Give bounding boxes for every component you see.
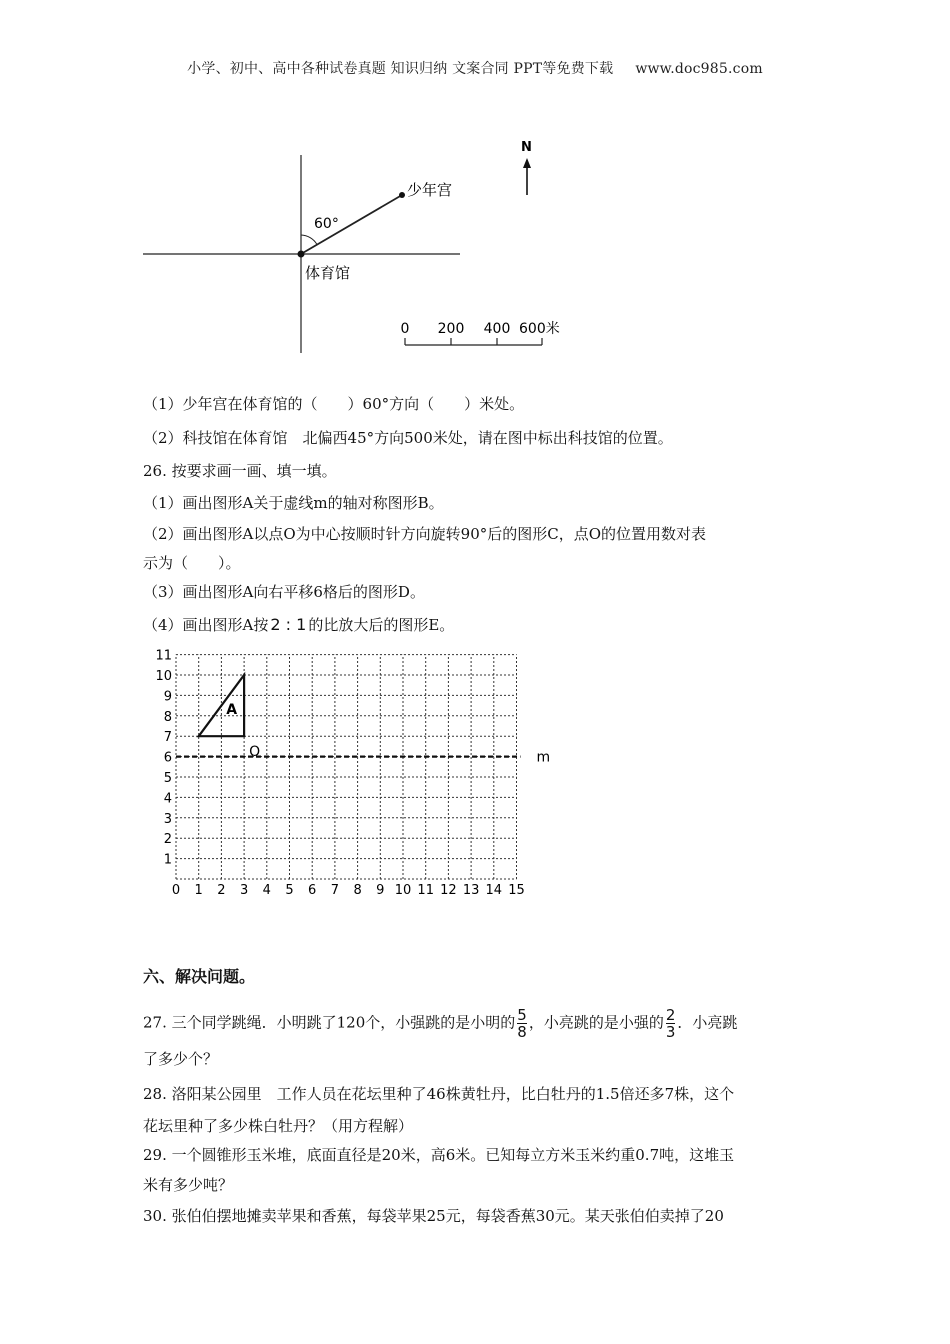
q26-part4	[143, 615, 454, 635]
q26-part4-post: 的比放大后的图形E。	[308, 616, 455, 634]
coordinate-grid	[0, 640, 950, 930]
q26-title: 26. 按要求画一画、填一填。	[143, 462, 337, 480]
x-axis-label: 11	[417, 883, 434, 898]
y-axis-label: 9	[163, 689, 172, 705]
y-axis-label: 8	[163, 709, 172, 725]
direction-map	[0, 0, 950, 380]
q27-line2: 了多少个？	[143, 1050, 219, 1068]
q28-line1: 28. 洛阳某公园里 工作人员在花坛里种了46株黄牡丹，比白牡丹的1.5倍还多7株，这个	[143, 1085, 735, 1103]
header-text: 小学、初中、高中各种试卷真题 知识归纳 文案合同 PPT等免费下载	[187, 61, 614, 77]
q29-line1: 29. 一个圆锥形玉米堆，底面直径是20米，高6米。已知每立方米玉米约重0.7吨，这堆玉	[143, 1146, 735, 1164]
q25-part1: （1）少年宫在体育馆的（ ）60°方向（ ）米处。	[143, 395, 525, 413]
north-arrow-icon	[523, 158, 531, 168]
x-axis-label: 9	[376, 883, 385, 898]
y-axis-label: 3	[163, 811, 172, 827]
q27-mid: ，小亮跳的是小强的	[528, 1013, 664, 1032]
x-axis-label: 7	[330, 883, 340, 898]
y-axis-label: 10	[155, 669, 172, 684]
angle-label: 60°	[314, 216, 339, 232]
q26-part4-pre: （4）画出图形A按	[143, 616, 269, 634]
x-axis-label: 5	[285, 883, 294, 898]
x-axis-label: 8	[353, 883, 362, 898]
scale-label-200: 200	[437, 321, 465, 337]
x-axis-label: 4	[262, 883, 271, 898]
x-axis-label: 2	[217, 883, 226, 898]
q26-part2-line1: （2）画出图形A以点O为中心按顺时针方向旋转90°后的图形C，点O的位置用数对表	[143, 525, 707, 543]
q27-pre: 27. 三个同学跳绳．小明跳了120个，小强跳的是小明的	[143, 1013, 516, 1032]
x-axis-label: 1	[194, 883, 203, 898]
q27-fraction-2-3	[666, 1008, 676, 1039]
q29-line2: 米有多少吨？	[143, 1176, 234, 1194]
y-axis-label: 2	[163, 832, 172, 848]
x-axis-label: 12	[440, 883, 457, 898]
target-point	[399, 192, 405, 198]
triangle-a	[199, 675, 244, 736]
q30-line1: 30. 张伯伯摆地摊卖苹果和香蕉，每袋苹果25元，每袋香蕉30元。某天张伯伯卖掉了20	[143, 1207, 724, 1225]
x-axis-label: 13	[462, 883, 480, 898]
origin-label: 体育馆	[305, 264, 351, 282]
origin-point	[298, 251, 305, 258]
q27-fraction-5-8	[517, 1008, 527, 1039]
y-axis-label: 11	[155, 648, 172, 664]
line-m-label: m	[536, 749, 551, 766]
q26-part3: （3）画出图形A向右平移6格后的图形D。	[143, 583, 425, 601]
x-axis-label: 10	[394, 883, 412, 898]
section6-title: 六、解决问题。	[143, 967, 256, 986]
scale-label-600: 600米	[519, 321, 560, 337]
q26-part1: （1）画出图形A关于虚线m的轴对称图形B。	[143, 494, 444, 512]
shape-a-label: A	[226, 701, 238, 718]
x-axis-label: 14	[485, 883, 503, 898]
scale-label-0: 0	[400, 321, 410, 337]
q25-part2: （2）科技馆在体育馆 北偏西45°方向500米处，请在图中标出科技馆的位置。	[143, 429, 673, 447]
x-axis-label: 6	[308, 883, 317, 898]
q27-frac2-num: 2	[665, 1006, 676, 1024]
y-axis-label: 1	[163, 852, 172, 868]
q27-line1	[143, 1008, 737, 1039]
x-axis-label: 0	[171, 883, 181, 898]
y-axis-label: 4	[163, 791, 172, 807]
q28-line2: 花坛里种了多少株白牡丹？（用方程解）	[143, 1117, 414, 1135]
x-axis-label: 15	[508, 883, 525, 898]
q26-part2-line2: 示为（ ）。	[143, 554, 241, 572]
q27-frac2-den: 3	[665, 1023, 676, 1041]
point-o-label: O	[249, 744, 261, 761]
y-axis-label: 7	[163, 730, 172, 746]
q27-frac1-den: 8	[517, 1023, 527, 1041]
q27-frac1-num: 5	[517, 1006, 527, 1024]
north-label: N	[521, 140, 532, 155]
q27-post: ．小亮跳	[677, 1013, 738, 1032]
x-axis-label: 3	[239, 883, 249, 898]
target-label: 少年宫	[407, 181, 453, 199]
q26-part4-ratio: 2 : 1	[270, 615, 307, 634]
scale-label-400: 400	[483, 321, 511, 337]
y-axis-label: 5	[163, 771, 172, 786]
header-url[interactable]: www.doc985.com	[635, 61, 763, 77]
angle-arc	[301, 235, 317, 245]
y-axis-label: 6	[163, 750, 172, 766]
